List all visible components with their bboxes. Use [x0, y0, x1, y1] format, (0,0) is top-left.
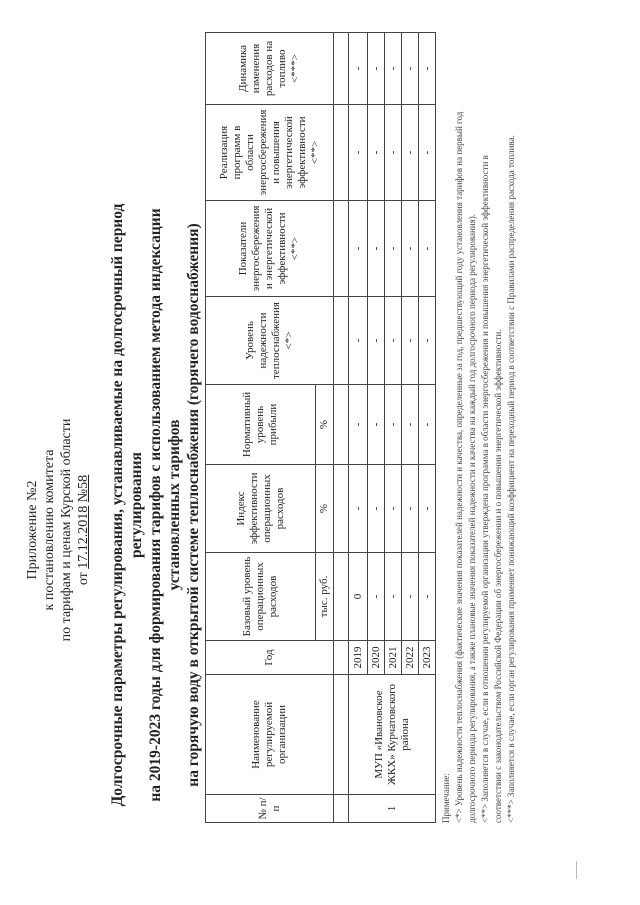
footnote-1: <*> Уровень надежности теплоснабжения (фактические значения показателей надежности и качества, определенные за год, предшествующий году установления тарифов на первый год: [454, 111, 464, 823]
table-row: [349, 33, 368, 823]
header-num: № п/п: [206, 795, 334, 823]
cell-energy: -: [419, 201, 436, 297]
footnote-3: <***> Заполняется в случае, если орган регулирования применяет понижающий коэффициент на переходный период в соответствии с Правилами распределения расхода топлива.: [506, 135, 516, 823]
cell-index: -: [368, 465, 385, 553]
unit-index: %: [316, 465, 334, 553]
cell-energy: -: [385, 201, 402, 297]
organization-name: МУП «Ивановское ЖКХ» Курчатовского района: [349, 675, 436, 795]
unit-base: тыс. руб.: [316, 553, 334, 641]
cell-index: -: [385, 465, 402, 553]
footnote-2-cont: соответствии с законодательством Российской Федерации об энергосбережении и о повышении энергетической эффективности.: [493, 329, 503, 823]
cell-dynamics: -: [368, 33, 385, 105]
appendix-line-3: по тарифам и ценам Курской области: [59, 418, 74, 642]
cell-energy: -: [368, 201, 385, 297]
cell-energy: -: [402, 201, 419, 297]
cell-base: -: [419, 553, 436, 641]
parameters-table: [205, 32, 436, 823]
cell-reliability: -: [402, 297, 419, 385]
appendix-date: 17.12.2018: [76, 505, 91, 569]
cell-reliability: -: [419, 297, 436, 385]
cell-reliability: -: [368, 297, 385, 385]
header-program: Реализация программ в области энергосбережения и повышения энергетической эффективности <**>: [206, 105, 334, 201]
cell-index: -: [419, 465, 436, 553]
notes-heading: Примечание:: [441, 773, 451, 823]
cell-year: 2020: [368, 641, 385, 675]
cell-profit: -: [349, 385, 368, 465]
header-index: Индекс эффективности операционных расходов: [206, 465, 316, 553]
title-line-1: Долгосрочные параметры регулирования, устанавливаемые на долгосрочный период регулирования: [109, 203, 145, 807]
cell-base: -: [385, 553, 402, 641]
header-org: Наименование регулируемой организации: [206, 675, 334, 795]
unit-profit: %: [316, 385, 334, 465]
footnote-1-cont: долгосрочного периода регулирования, а также плановые значения показателей надежности и качества на каждый год долгосрочного периода регулирования).: [467, 214, 477, 823]
cell-reliability: -: [385, 297, 402, 385]
scan-mark: [576, 861, 577, 879]
title-line-2: на 2019-2023 годы для формирования тарифов с использованием метода индексации установленных тарифов: [147, 208, 183, 802]
cell-year: 2023: [419, 641, 436, 675]
appendix-date-line: [75, 400, 92, 660]
cell-reliability: -: [349, 297, 368, 385]
header-reliability: Уровень надежности теплоснабжения <*>: [206, 297, 334, 385]
cell-index: -: [349, 465, 368, 553]
title-line-3: на горячую воду в открытой системе теплоснабжения (горячего водоснабжения): [185, 223, 202, 787]
cell-year: 2022: [402, 641, 419, 675]
cell-year: 2021: [385, 641, 402, 675]
cell-program: -: [349, 105, 368, 201]
appendix-number: №58: [76, 474, 91, 503]
cell-energy: -: [349, 201, 368, 297]
cell-profit: -: [402, 385, 419, 465]
cell-dynamics: -: [349, 33, 368, 105]
cell-dynamics: -: [402, 33, 419, 105]
cell-profit: -: [419, 385, 436, 465]
header-profit: Нормативный уровень прибыли: [206, 385, 316, 465]
date-prefix: от: [76, 572, 91, 586]
appendix-header: [24, 400, 92, 660]
spacer-row: [334, 33, 349, 823]
cell-year: 2019: [349, 641, 368, 675]
cell-profit: -: [385, 385, 402, 465]
header-dynamics: Динамика изменения расходов на топливо <***>: [206, 33, 334, 105]
footnote-2: <**> Заполняется в случае, если в отношении регулируемой организации утверждена программа в области энергосбережения и повышения энергетической эффективности в: [480, 155, 490, 823]
appendix-line-2: к постановлению комитета: [42, 449, 57, 611]
cell-program: -: [402, 105, 419, 201]
row-number: 1: [349, 795, 436, 823]
header-base: Базовый уровень операционных расходов: [206, 553, 316, 641]
cell-base: -: [402, 553, 419, 641]
cell-program: -: [385, 105, 402, 201]
cell-program: -: [419, 105, 436, 201]
cell-program: -: [368, 105, 385, 201]
cell-index: -: [402, 465, 419, 553]
header-year: Год: [206, 641, 334, 675]
header-energy: Показатели энергосбережения и энергетической эффективности <**>: [206, 201, 334, 297]
cell-dynamics: -: [419, 33, 436, 105]
appendix-line-1: Приложение №2: [25, 480, 40, 580]
cell-dynamics: -: [385, 33, 402, 105]
cell-base: -: [368, 553, 385, 641]
cell-base: 0: [349, 553, 368, 641]
header-row: [206, 33, 316, 823]
cell-profit: -: [368, 385, 385, 465]
document-title: [108, 160, 203, 850]
footnotes: [440, 23, 518, 823]
